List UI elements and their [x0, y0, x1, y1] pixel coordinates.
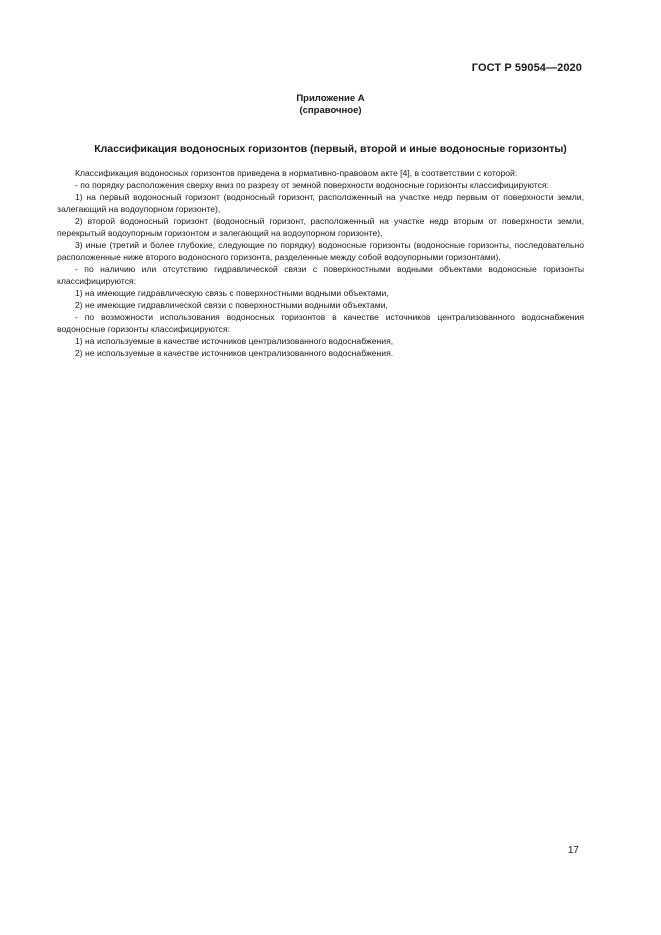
- annex-status: (справочное): [299, 105, 362, 116]
- paragraph: - по порядку расположения сверху вниз по разрезу от земной поверхности водоносные горизонты классифицируются:: [75, 180, 549, 190]
- paragraph: 1) на имеющие гидравлическую связь с поверхностными водными объектами,: [75, 288, 389, 298]
- page-number: 17: [567, 845, 579, 856]
- paragraph: Классификация водоносных горизонтов приведена в нормативно-правовом акте [4], в соответствии с которой:: [75, 168, 518, 178]
- paragraph: 2) не используемые в качестве источников централизованного водоснабжения.: [75, 348, 394, 358]
- paragraph: - по возможности использования водоносных горизонтов в качестве источников централизованного водоснабжения водоносные горизонты классифицируются:: [57, 312, 584, 334]
- paragraph: - по наличию или отсутствию гидравлической связи с поверхностными водными объектами водоносные горизонты классифицируются:: [57, 264, 584, 286]
- section-heading: Классификация водоносных горизонтов (первый, второй и иные водоносные горизонты): [94, 143, 567, 155]
- annex-title: [0, 93, 661, 117]
- body-text: [57, 167, 584, 359]
- paragraph: 3) иные (третий и более глубокие, следующие по порядку) водоносные горизонты (водоносные горизонты, последовательно расположенные ниже второго водоносного горизонта, разделенные между собой водоупорными горизонтами),: [57, 240, 584, 262]
- paragraph: 2) не имеющие гидравлической связи с поверхностными водными объектами,: [75, 300, 388, 310]
- annex-label: Приложение А: [296, 93, 365, 104]
- paragraph: 1) на первый водоносный горизонт (водоносный горизонт, расположенный на участке недр первым от поверхности земли, залегающий на водоупорном горизонте),: [57, 192, 584, 214]
- standard-code: ГОСТ Р 59054—2020: [471, 62, 582, 74]
- paragraph: 1) на используемые в качестве источников централизованного водоснабжения,: [75, 336, 394, 346]
- paragraph: 2) второй водоносный горизонт (водоносный горизонт, расположенный на участке недр вторым от поверхности земли, перекрытый водоупорным горизонтом и залегающий на водоупорном горизонте),: [57, 216, 584, 238]
